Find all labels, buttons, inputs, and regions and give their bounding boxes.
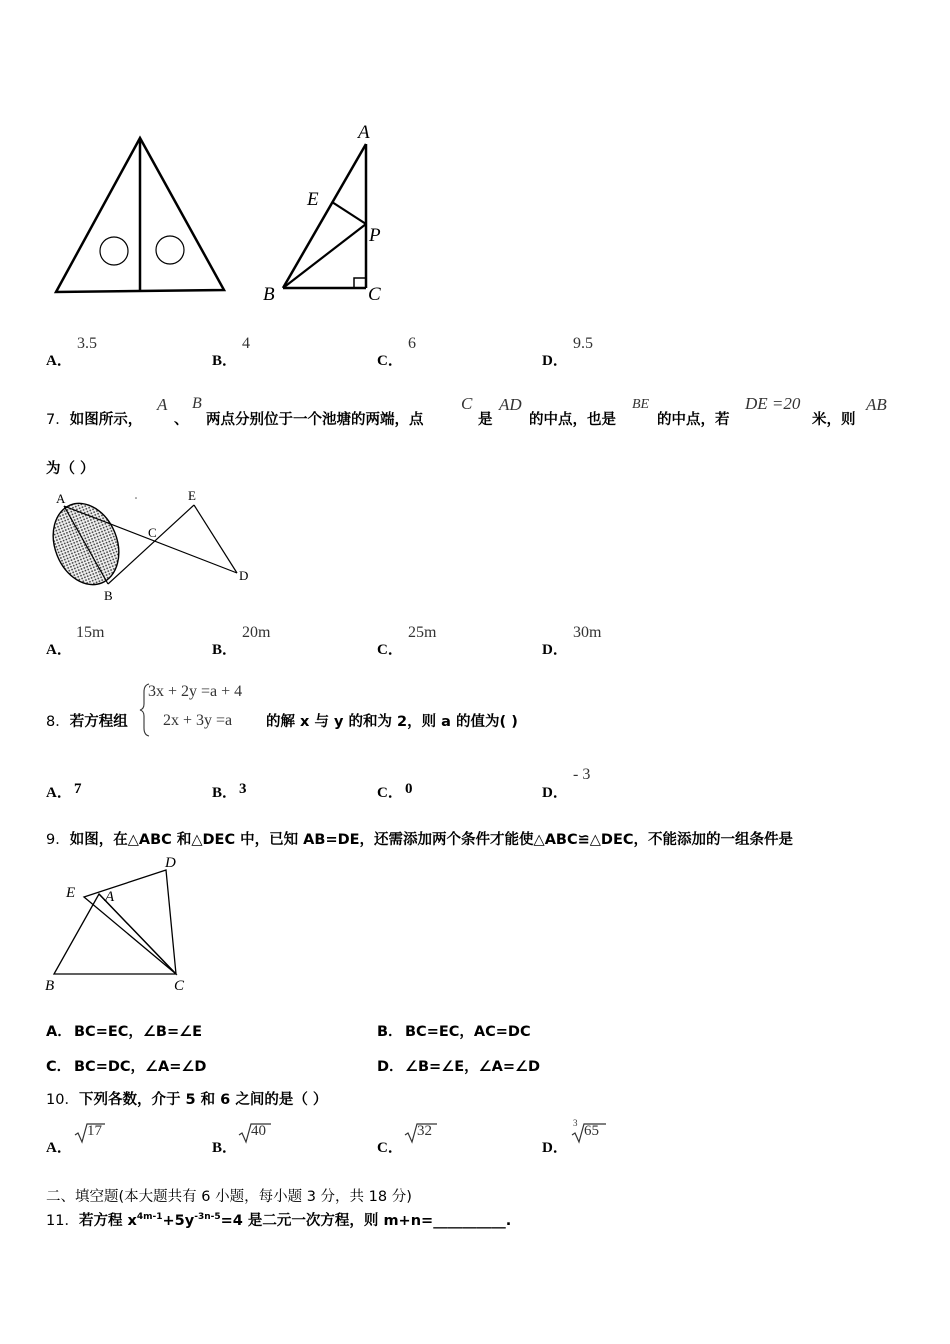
option-value: - 3 (573, 766, 591, 783)
q7-math-DE: DE =20 (745, 394, 801, 413)
q7-math-AD: AD (499, 395, 522, 414)
option-value: 20m (242, 624, 271, 641)
option-value: ∠B=∠E，∠A=∠D (405, 1059, 541, 1075)
option-letter: A． (46, 1140, 72, 1156)
q10-text: 下列各数，介于 5 和 6 之间的是（ ） (78, 1092, 328, 1108)
q9-fig-label-C: C (174, 978, 185, 994)
q9-fig-label-B: B (45, 978, 55, 994)
q7-text-1: 如图所示， (69, 412, 143, 428)
q7-text-3: 是 (478, 412, 493, 428)
option-value: 7 (74, 781, 82, 797)
option-root-index: 3 (573, 1118, 578, 1128)
option-value: 4 (242, 335, 250, 352)
q7-text-5: 的中点，若 (657, 412, 730, 428)
q11-text-3: =4 是二元一次方程，则 m+n= (220, 1213, 434, 1229)
option-value: BC=EC，AC=DC (405, 1024, 531, 1040)
q6-figure-right-triangle (255, 120, 395, 310)
option-value: BC=EC，∠B=∠E (74, 1024, 202, 1040)
option-letter: D． (377, 1059, 404, 1075)
q7-text-7: 为（ ） (46, 461, 95, 477)
q6-fig-label-P: P (369, 225, 381, 246)
option-value: 0 (405, 781, 413, 797)
option-letter: B． (212, 353, 238, 369)
option-letter: B． (212, 785, 238, 801)
q7-math-A: A (157, 395, 168, 414)
question-number: 9． (46, 832, 70, 848)
q7-math-AB: AB (866, 395, 887, 414)
option-letter: C． (377, 1140, 403, 1156)
option-letter: B． (212, 642, 238, 658)
option-letter: B． (212, 1140, 238, 1156)
option-letter: D． (542, 785, 568, 801)
option-value: 9.5 (573, 335, 593, 352)
q11-text-1: 若方程 x (78, 1213, 137, 1229)
q6-figure-triangle-sign (50, 132, 230, 300)
q6-fig-label-E: E (307, 189, 319, 210)
q7-text-2: 两点分别位于一个池塘的两端，点 (206, 412, 424, 428)
option-value: 3 (239, 781, 247, 797)
question-number: 11． (46, 1213, 79, 1229)
q7-text-6: 米，则 (812, 412, 856, 428)
option-radicand: 65 (584, 1123, 599, 1139)
option-letter: D． (542, 1140, 568, 1156)
option-letter: A． (46, 785, 72, 801)
option-value: BC=DC，∠A=∠D (74, 1059, 207, 1075)
q7-math-B: B (192, 395, 202, 412)
q6-fig-label-B: B (263, 284, 275, 305)
q9-fig-label-E: E (66, 885, 76, 901)
q7-text-4: 的中点，也是 (529, 412, 616, 428)
option-value: 6 (408, 335, 416, 352)
q8-equation-2: 2x + 3y =a (163, 712, 233, 729)
option-letter: D． (542, 353, 568, 369)
q11-exponent-1: 4m-1 (136, 1212, 163, 1223)
option-letter: B． (377, 1024, 403, 1040)
option-letter: A． (46, 642, 72, 658)
q11-stem (46, 1209, 511, 1230)
option-value: 15m (76, 624, 105, 641)
q9-fig-label-D: D (165, 855, 176, 871)
q8-text-2: 的解 x 与 y 的和为 2，则 a 的值为( ) (266, 714, 518, 730)
option-radicand: 40 (251, 1123, 266, 1139)
section-title: 二、填空题(本大题共有 6 小题，每小题 3 分，共 18 分) (46, 1189, 412, 1205)
q7-fig-label-E: E (188, 488, 196, 503)
q8-text-1: 若方程组 (69, 714, 128, 730)
option-letter: C． (377, 785, 403, 801)
q7-fig-label-B: B (104, 588, 113, 603)
q9-figure-triangles (42, 852, 192, 997)
q11-text-2: +5y (162, 1213, 195, 1229)
q7-math-C: C (461, 394, 473, 413)
q7-fig-label-D: D (239, 568, 249, 583)
q11-answer-blank[interactable]: __________ (433, 1213, 506, 1229)
q7-math-BE: BE (632, 397, 650, 412)
option-value: 3.5 (77, 335, 97, 352)
q7-fig-label-C: C (148, 525, 157, 540)
q6-fig-label-A: A (358, 122, 370, 143)
q7-fig-label-A: A (56, 491, 66, 506)
q11-exponent-2: -3n-5 (194, 1212, 221, 1223)
question-number: 8． (46, 714, 70, 730)
question-number: 10． (46, 1092, 79, 1108)
question-number: 7． (46, 412, 70, 428)
option-letter: C． (377, 353, 403, 369)
option-letter: A． (46, 1024, 72, 1040)
option-letter: D． (542, 642, 568, 658)
q9-fig-label-A: A (105, 889, 115, 905)
option-value: 25m (408, 624, 437, 641)
option-value: 30m (573, 624, 602, 641)
option-letter: C． (46, 1059, 72, 1075)
q9-text: 如图，在△ABC 和△DEC 中，已知 AB=DE，还需添加两个条件才能使△ABC≌△DEC，不能添加的一组条件是 (69, 832, 793, 848)
option-letter: A． (46, 353, 72, 369)
q6-fig-label-C: C (368, 284, 381, 305)
option-radicand: 32 (417, 1123, 432, 1139)
q8-equation-1: 3x + 2y =a + 4 (148, 683, 243, 700)
q7-sep: 、 (174, 412, 189, 428)
q7-figure-pond (44, 486, 264, 606)
option-radicand: 17 (87, 1123, 102, 1139)
option-letter: C． (377, 642, 403, 658)
q11-text-4: . (505, 1213, 512, 1229)
